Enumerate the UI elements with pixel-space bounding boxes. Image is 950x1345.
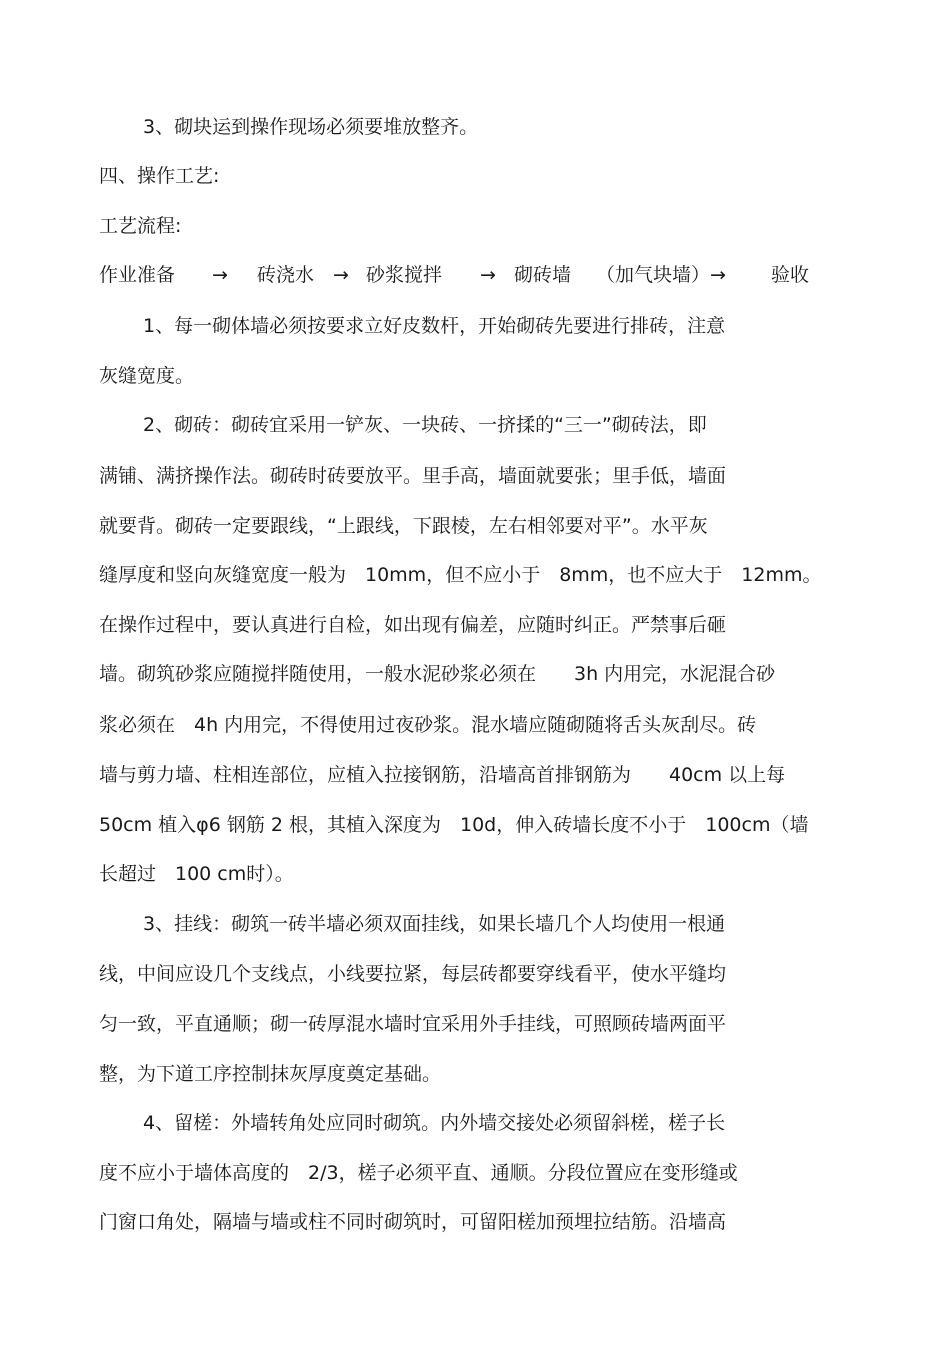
p3-line: 3、挂线：砌筑一砖半墙必须双面挂线，如果长墙几个人均使用一根通 <box>143 913 726 935</box>
p2-line: 满铺、满挤操作法。砌砖时砖要放平。里手高，墙面就要张；里手低，墙面 <box>99 465 727 487</box>
p3-line: 线，中间应设几个支线点，小线要拉紧，每层砖都要穿线看平，使水平缝均 <box>99 963 727 985</box>
p2-line: 50cm 植入φ6 钢筋 2 根，其植入深度为 10d，伸入砖墙长度不小于 100cm（墙 <box>99 814 809 836</box>
item-3-text: 3、砌块运到操作现场必须要堆放整齐。 <box>143 116 479 138</box>
flow-step-mortar: 砂浆搅拌 <box>366 264 443 286</box>
process-flow <box>0 263 950 287</box>
flow-arrow: → <box>333 264 349 286</box>
p2-line: 2、砌砖：砌砖宜采用一铲灰、一块砖、一挤揉的“三一”砌砖法，即 <box>143 414 707 436</box>
p3-line: 整，为下道工序控制抹灰厚度奠定基础。 <box>99 1063 442 1085</box>
p2-line: 长超过 100 cm时）。 <box>99 863 294 885</box>
flow-arrow: → <box>212 264 228 286</box>
flow-label: 工艺流程: <box>99 215 182 237</box>
flow-step-prep: 作业准备 <box>99 264 176 286</box>
p2-line: 浆必须在 4h 内用完，不得使用过夜砂浆。混水墙应随砌随将舌头灰刮尽。砖 <box>99 714 757 736</box>
p2-line: 缝厚度和竖向灰缝宽度一般为 10mm，但不应小于 8mm，也不应大于 12mm。 <box>99 564 822 586</box>
p1-line: 灰缝宽度。 <box>99 365 195 387</box>
flow-step-note: （加气块墙）→ <box>596 264 726 286</box>
p4-line: 门窗口角处，隔墙与墙或柱不同时砌筑时，可留阳槎加预埋拉结筋。沿墙高 <box>99 1211 727 1233</box>
flow-step-wall: 砌砖墙 <box>514 264 572 286</box>
p2-line: 墙。砌筑砂浆应随搅拌随使用，一般水泥砂浆必须在 3h 内用完，水泥混合砂 <box>99 663 776 685</box>
flow-step-accept: 验收 <box>771 264 810 286</box>
flow-arrow: → <box>480 264 496 286</box>
flow-step-water: 砖浇水 <box>257 264 315 286</box>
p4-line: 度不应小于墙体高度的 2/3，槎子必须平直、通顺。分段位置应在变形缝或 <box>99 1162 738 1184</box>
section-heading: 四、操作工艺: <box>99 165 220 187</box>
p2-line: 墙与剪力墙、柱相连部位，应植入拉接钢筋，沿墙高首排钢筋为 40cm 以上每 <box>99 764 786 786</box>
p3-line: 匀一致，平直通顺；砌一砖厚混水墙时宜采用外手挂线，可照顾砖墙两面平 <box>99 1013 727 1035</box>
p2-line: 在操作过程中，要认真进行自检，如出现有偏差，应随时纠正。严禁事后砸 <box>99 614 727 636</box>
p1-line: 1、每一砌体墙必须按要求立好皮数杆，开始砌砖先要进行排砖，注意 <box>143 315 726 337</box>
p4-line: 4、留槎：外墙转角处应同时砌筑。内外墙交接处必须留斜槎，槎子长 <box>143 1112 726 1134</box>
p2-line: 就要背。砌砖一定要跟线，“上跟线，下跟棱，左右相邻要对平”。水平灰 <box>99 515 708 537</box>
